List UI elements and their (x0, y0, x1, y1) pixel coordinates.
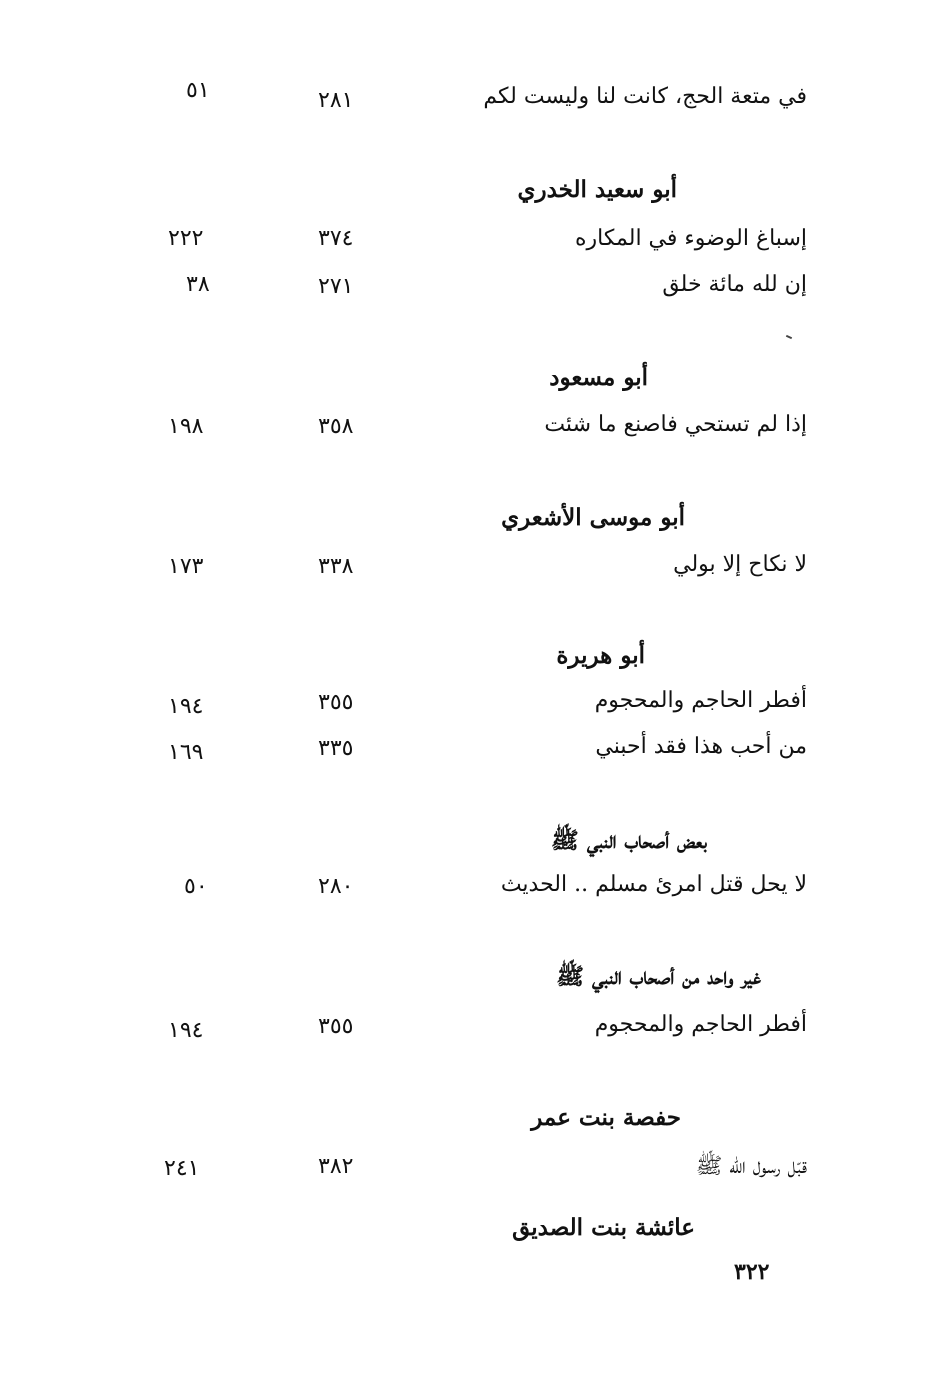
narrator-heading: أبو سعيد الخدري (517, 176, 677, 203)
page-reference: ٥٠ (184, 874, 208, 899)
hadith-number: ٢٨٠ (318, 874, 354, 899)
hadith-number: ٣٣٥ (318, 736, 354, 761)
index-entry (0, 548, 935, 588)
index-entry (0, 1150, 935, 1190)
page-reference: ٣٨ (186, 272, 210, 297)
hadith-text: أفطر الحاجم والمحجوم (594, 1012, 807, 1037)
index-entry (0, 870, 935, 910)
page-reference: ١٧٣ (168, 554, 204, 579)
index-entry (0, 410, 935, 450)
hadith-number: ٣٥٥ (318, 1014, 354, 1039)
narrator-heading: بعض أصحاب النبي ﷺ (551, 827, 707, 854)
hadith-text: لا نكاح إلا بولي (673, 552, 807, 577)
hadith-number: ٣٨٢ (318, 1154, 354, 1179)
narrator-heading: أبو مسعود (549, 364, 648, 391)
hadith-text: لا يحل قتل امرئ مسلم .. الحديث (500, 872, 807, 897)
narrator-heading: أبو هريرة (556, 642, 645, 669)
hadith-text: إن لله مائة خلق (662, 272, 807, 297)
narrator-heading: عائشة بنت الصديق (512, 1214, 695, 1241)
hadith-text: أفطر الحاجم والمحجوم (594, 688, 807, 713)
page-reference: ١٩٨ (168, 414, 204, 439)
page-reference: ٢٢٢ (168, 226, 204, 251)
hadith-text: من أحب هذا فقد أحبني (595, 734, 807, 759)
hadith-number: ٢٧١ (318, 274, 354, 299)
hadith-number: ٣٥٨ (318, 414, 354, 439)
hadith-number: ٣٧٤ (318, 226, 354, 251)
page-number: ٣٢٢ (734, 1259, 770, 1285)
print-speck (786, 335, 792, 339)
index-entry (0, 686, 935, 726)
hadith-text: قبّل رسول الله ﷺ (695, 1154, 807, 1179)
narrator-heading: أبو موسى الأشعري (501, 504, 685, 531)
hadith-number: ٢٨١ (318, 88, 354, 113)
narrator-heading: حفصة بنت عمر (531, 1104, 681, 1131)
hadith-text: في متعة الحج، كانت لنا وليست لكم (483, 84, 807, 109)
hadith-number: ٣٥٥ (318, 690, 354, 715)
page-reference: ٢٤١ (164, 1156, 200, 1181)
index-entry (0, 222, 935, 262)
index-entry (0, 1010, 935, 1050)
index-entry (0, 78, 935, 118)
hadith-number: ٣٣٨ (318, 554, 354, 579)
hadith-text: إسباغ الوضوء في المكاره (575, 226, 807, 251)
page-reference: ٥١ (186, 78, 210, 103)
narrator-heading: غير واحد من أصحاب النبي ﷺ (556, 963, 761, 990)
index-entry (0, 732, 935, 772)
index-entry (0, 268, 935, 308)
page-reference: ١٦٩ (168, 740, 204, 765)
page-reference: ١٩٤ (168, 694, 204, 719)
hadith-text: إذا لم تستحي فاصنع ما شئت (544, 412, 807, 437)
page-reference: ١٩٤ (168, 1018, 204, 1043)
